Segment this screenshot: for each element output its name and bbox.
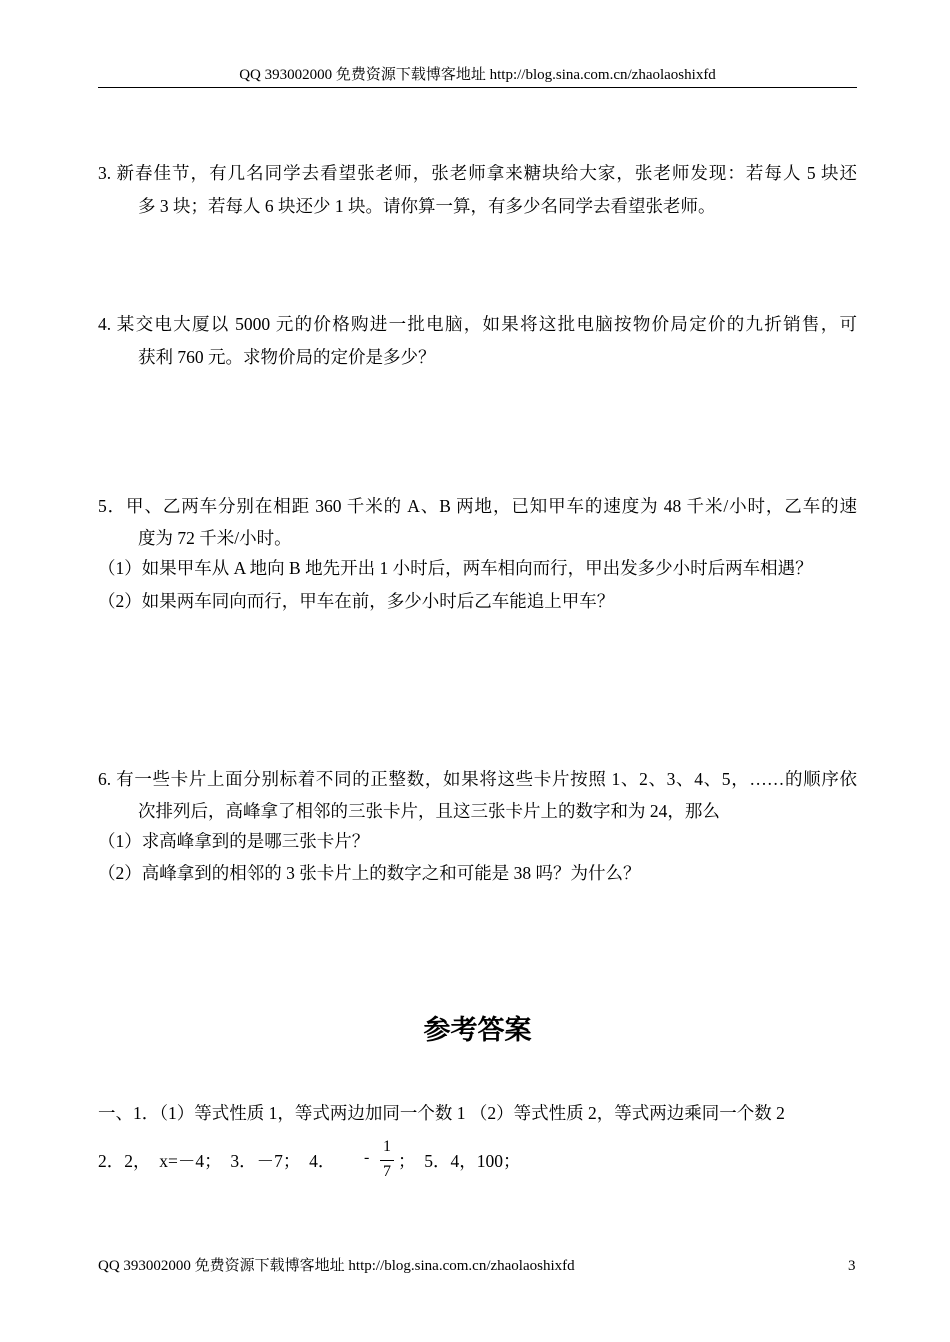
fraction-denominator: 7 <box>383 1163 391 1180</box>
answer-section-title: 参考答案 <box>423 1015 532 1045</box>
problem-3-line-2: 多 3 块；若每人 6 块还少 1 块。请你算一算，有多少名同学去看望张老师。 <box>138 196 716 216</box>
problem-5-question-1: （1）如果甲车从 A 地向 B 地先开出 1 小时后，两车相向而行，甲出发多少小时后两车相遇？ <box>98 558 813 578</box>
problem-5-question-2: （2）如果两车同向而行，甲车在前，多少小时后乙车能追上甲车？ <box>98 591 615 611</box>
problem-5-line-1: 5．甲、乙两车分别在相距 360 千米的 A、B 两地，已知甲车的速度为 48 千米/小时，乙车的速 <box>98 496 857 516</box>
problem-3-line-1: 3. 新春佳节，有几名同学去看望张老师，张老师拿来糖块给大家，张老师发现：若每人 5 块还 <box>98 163 857 183</box>
problem-4-line-2: 获利 760 元。求物价局的定价是多少？ <box>138 347 436 367</box>
page-number: 3 <box>848 1258 856 1274</box>
answer-line-1: 一、1．（1）等式性质 1，等式两边加同一个数 1 （2）等式性质 2，等式两边乘同一个数 2 <box>98 1103 785 1123</box>
problem-6-question-1: （1）求高峰拿到的是哪三张卡片？ <box>98 831 370 851</box>
problem-6-line-1: 6. 有一些卡片上面分别标着不同的正整数，如果将这些卡片按照 1、2、3、4、5，……的顺序依 <box>98 769 857 789</box>
answer-line-2-part-1: 2．2， x=－4； 3．－7； 4． <box>98 1151 336 1171</box>
header-divider <box>98 87 857 88</box>
problem-6-question-2: （2）高峰拿到的相邻的 3 张卡片上的数字之和可能是 38 吗？为什么？ <box>98 863 641 883</box>
problem-6-line-2: 次排列后，高峰拿了相邻的三张卡片，且这三张卡片上的数字和为 24，那么 <box>138 801 720 821</box>
page-footer: QQ 393002000 免费资源下载博客地址 http://blog.sina.com.cn/zhaolaoshixfd <box>98 1258 575 1274</box>
page-header: QQ 393002000 免费资源下载博客地址 http://blog.sina.com.cn/zhaolaoshixfd <box>239 67 716 83</box>
fraction-numerator: 1 <box>383 1138 391 1155</box>
negative-sign: - <box>364 1149 370 1166</box>
problem-4-line-1: 4. 某交电大厦以 5000 元的价格购进一批电脑，如果将这批电脑按物价局定价的九折销售，可 <box>98 314 857 334</box>
answer-line-2-part-2: ； 5．4，100； <box>398 1151 521 1171</box>
fraction-bar <box>380 1160 394 1161</box>
problem-5-line-2: 度为 72 千米/小时。 <box>138 528 292 548</box>
